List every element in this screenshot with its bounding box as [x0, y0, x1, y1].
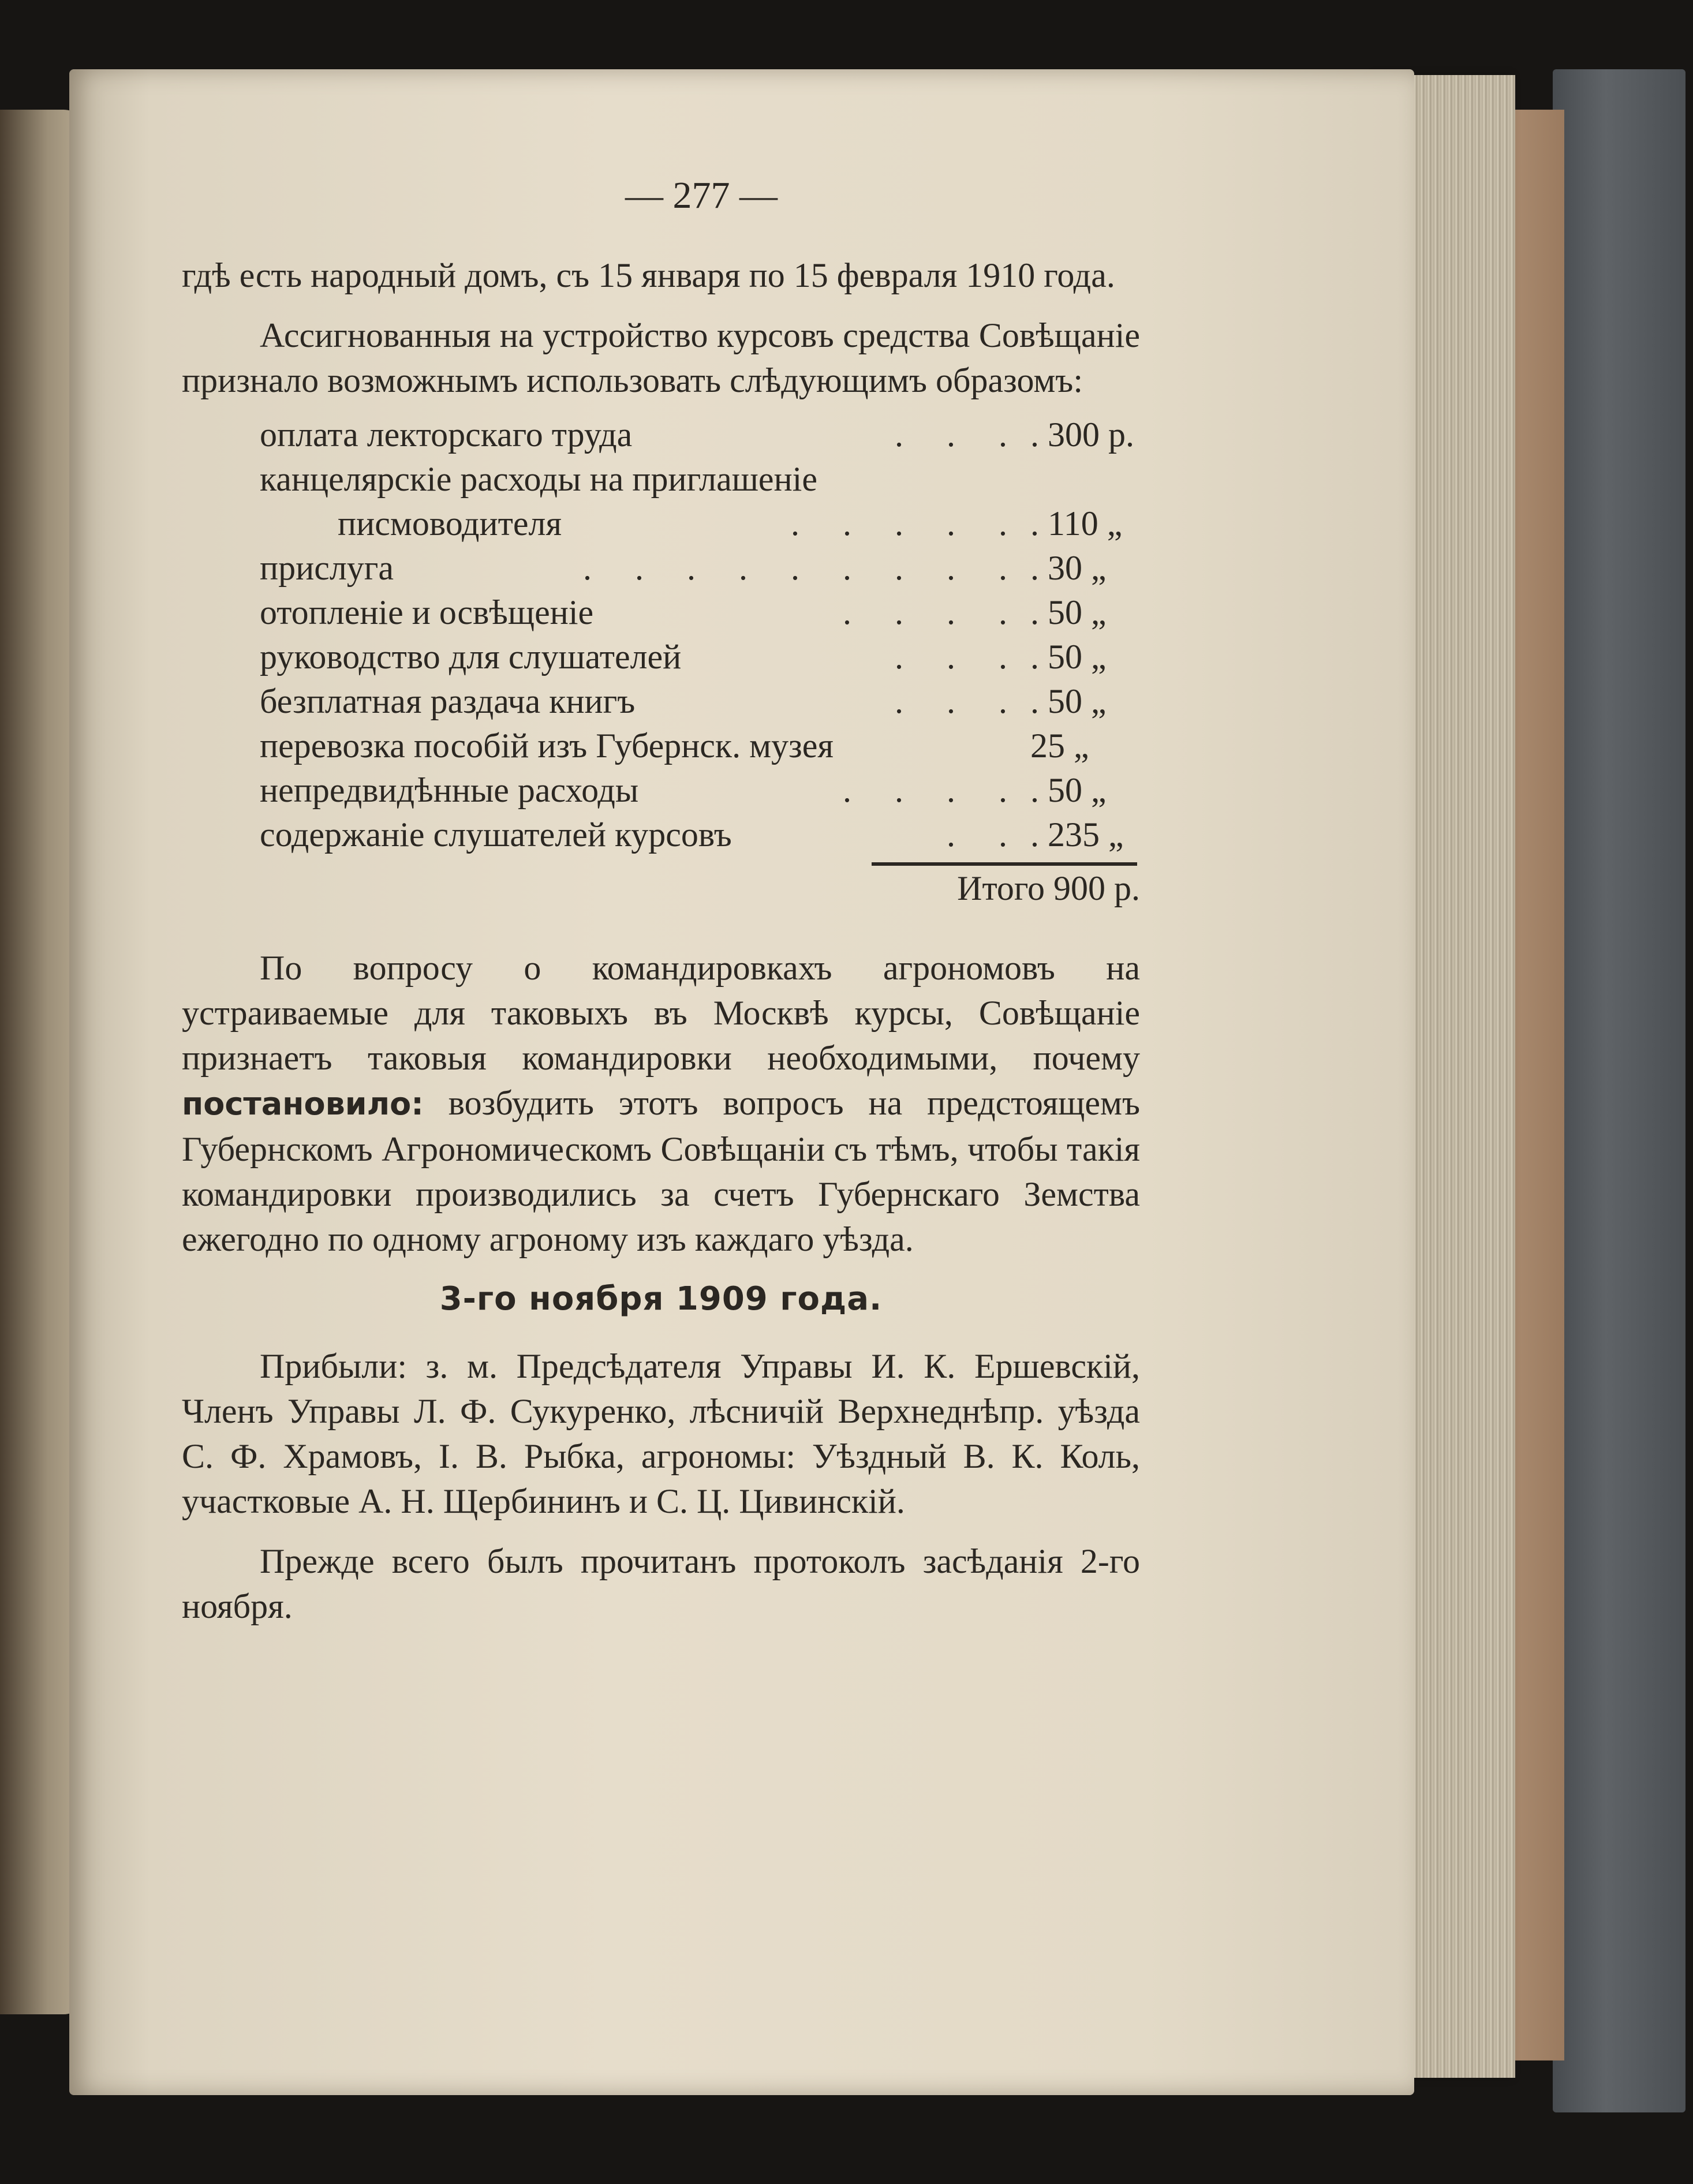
budget-row-dots: . . . .: [843, 771, 1025, 809]
budget-row: [260, 412, 1140, 457]
budget-row-dots: . . . . . . . . .: [583, 549, 1025, 587]
paragraph-1: гдѣ есть народный домъ, съ 15 января по 15 февраля 1910 года.: [182, 256, 1115, 294]
budget-row-label: канцелярскіе расходы на приглашеніе: [260, 460, 817, 498]
budget-row-dots: . . . . .: [791, 504, 1025, 543]
budget-row-amount: 25 „: [1030, 727, 1089, 765]
budget-row-amount: . 300 р.: [1030, 416, 1134, 454]
paragraph-2: Ассигнованныя на устройство курсовъ средства Совѣщаніе признало возможнымъ использовать слѣдующимъ образомъ:: [182, 316, 1140, 399]
book-cover-right: [1553, 69, 1685, 2112]
page-number: — 277 —: [625, 174, 778, 216]
budget-row-label: перевозка пособій изъ Губернск. музея: [260, 727, 834, 765]
section-heading: 3-го ноября 1909 года.: [439, 1280, 883, 1318]
budget-row: [260, 723, 1140, 768]
budget-row-label: оплата лекторскаго труда: [260, 416, 633, 454]
budget-row-amount: . 50 „: [1030, 682, 1107, 720]
budget-row: [260, 812, 1140, 857]
budget-row-dots: . . . .: [843, 593, 1025, 631]
budget-row-dots: . . .: [895, 638, 1025, 676]
budget-total: Итого 900 р.: [957, 869, 1140, 907]
budget-row-amount: . 110 „: [1030, 504, 1123, 543]
budget-row-dots: . .: [947, 816, 1025, 854]
budget-row-label: содержаніе слушателей курсовъ: [260, 816, 732, 854]
page-content: [182, 173, 1140, 1644]
paragraph-5: Прежде всего былъ прочитанъ протоколъ засѣданія 2-го ноября.: [182, 1542, 1140, 1625]
budget-row-label: руководство для слушателей: [260, 638, 682, 676]
budget-row: [260, 590, 1140, 634]
budget-row-dots: . . .: [895, 682, 1025, 720]
budget-row-label: прислуга: [260, 549, 394, 587]
budget-row: [260, 768, 1140, 812]
budget-row-label: непредвидѣнные расходы: [260, 771, 639, 809]
budget-row: [260, 457, 1140, 501]
paragraph-3: [182, 945, 1140, 1262]
paragraph-3-text-after: возбудить этотъ вопросъ на предстоящемъ Губернскомъ Агрономическомъ Совѣщаніи съ тѣмъ, чтобы такія командировки производились за счетъ Губернскаго Земства ежегодно по одному агроному изъ каждаго уѣзда.: [182, 1084, 1141, 1258]
budget-row-label: отопленіе и освѣщеніе: [260, 593, 594, 631]
budget-row-label: писмоводителя: [338, 504, 562, 543]
budget-row: [260, 545, 1140, 590]
budget-row-dots: . . .: [895, 416, 1025, 454]
budget-table: [260, 412, 1140, 911]
budget-row-amount: . 50 „: [1030, 593, 1107, 631]
budget-row-label: безплатная раздача книгъ: [260, 682, 636, 720]
budget-row-amount: . 235 „: [1030, 816, 1124, 854]
budget-row-amount: . 50 „: [1030, 771, 1107, 809]
paragraph-3-bold: постановило:: [182, 1086, 424, 1122]
budget-row: [260, 679, 1140, 723]
budget-row-amount: . 30 „: [1030, 549, 1107, 587]
budget-row: [260, 634, 1140, 679]
budget-row-amount: . 50 „: [1030, 638, 1107, 676]
paragraph-3-text-before: По вопросу о командировкахъ агрономовъ на устраиваемые для таковыхъ въ Москвѣ курсы, Совѣщаніе признаетъ таковыя командировки необходимыми, почему: [182, 949, 1140, 1077]
budget-row: [260, 501, 1140, 545]
paragraph-4: Прибыли: з. м. Предсѣдателя Управы И. К. Ершевскій, Членъ Управы Л. Ф. Сукуренко, лѣсничій Верхнеднѣпр. уѣзда С. Ф. Храмовъ, І. В. Рыбка, агрономы: Уѣздный В. К. Коль, участковые А. Н. Щербининъ и С. Ц. Цивинскій.: [182, 1347, 1140, 1520]
